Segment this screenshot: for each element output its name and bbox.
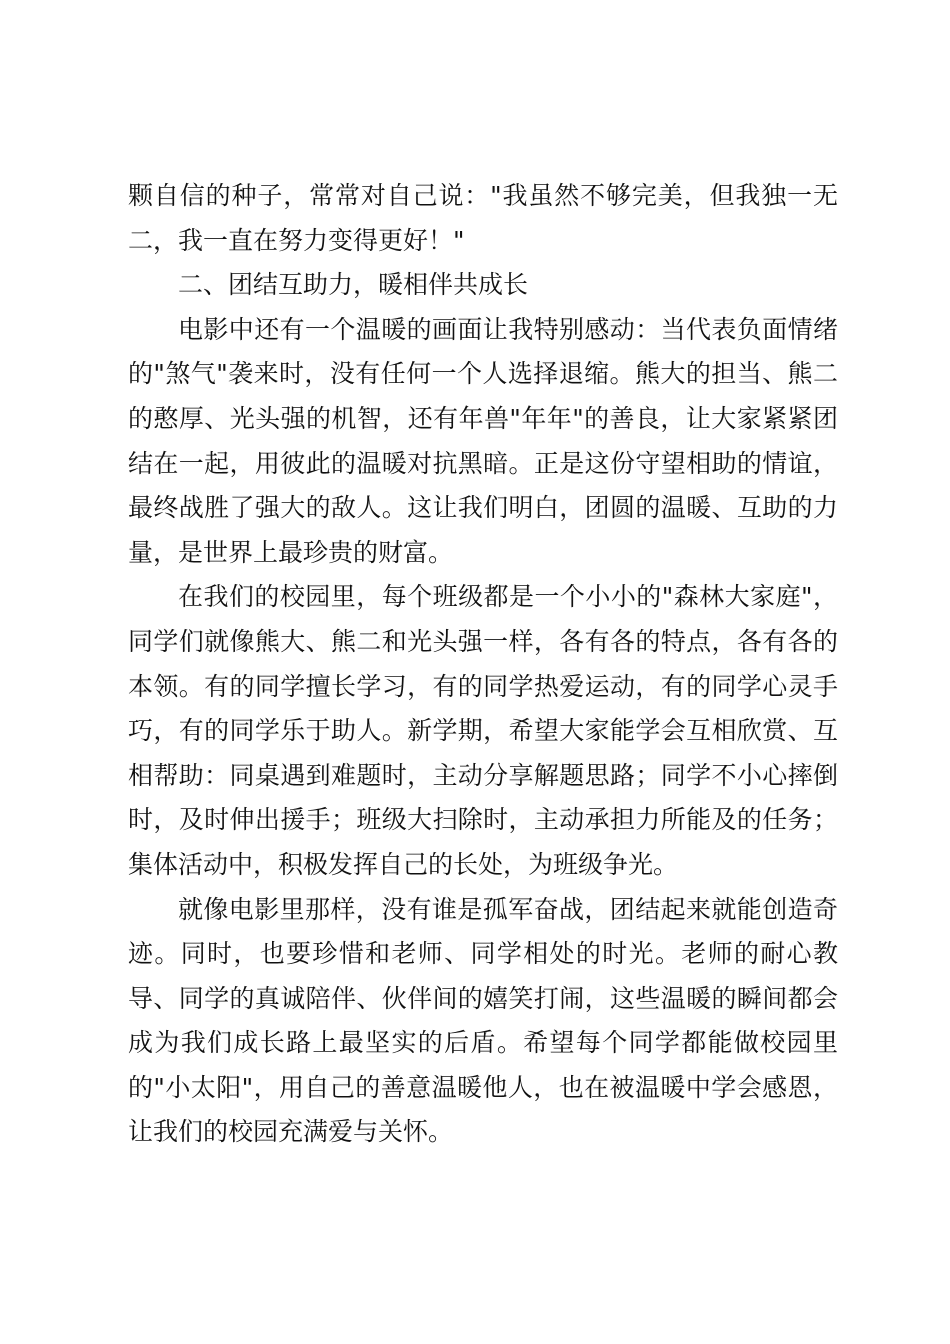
paragraph-campus: 在我们的校园里，每个班级都是一个小小的"森林大家庭"，同学们就像熊大、熊二和光头强一样，各有各的特点，各有各的本领。有的同学擅长学习，有的同学热爱运动，有的同学心灵手巧，有的同学乐于助人。新学期，希望大家能学会互相欣赏、互相帮助：同桌遇到难题时，主动分享解题思路；同学不小心摔倒时，及时伸出援手；班级大扫除时，主动承担力所能及的任务；集体活动中，积极发挥自己的长处，为班级争光。 — [128, 582, 838, 879]
paragraph-movie-scene: 电影中还有一个温暖的画面让我特别感动：当代表负面情绪的"煞气"袭来时，没有任何一个人选择退缩。熊大的担当、熊二的憨厚、光头强的机智，还有年兽"年年"的善良，让大家紧紧团结在一起，用彼此的温暖对抗黑暗。正是这份守望相助的情谊，最终战胜了强大的敌人。这让我们明白，团圆的温暖、互助的力量，是世界上最珍贵的财富。 — [128, 314, 838, 567]
document-body — [128, 174, 838, 1155]
section-heading: 二、团结互助力，暖相伴共成长 — [178, 270, 529, 300]
paragraph-unity: 就像电影里那样，没有谁是孤军奋战，团结起来就能创造奇迹。同时，也要珍惜和老师、同学相处的时光。老师的耐心教导、同学的真诚陪伴、伙伴间的嬉笑打闹，这些温暖的瞬间都会成为我们成长路上最坚实的后盾。希望每个同学都能做校园里的"小太阳"，用自己的善意温暖他人，也在被温暖中学会感恩，让我们的校园充满爱与关怀。 — [128, 894, 838, 1147]
paragraph-continuation: 颗自信的种子，常常对自己说："我虽然不够完美，但我独一无二，我一直在努力变得更好！" — [128, 181, 838, 255]
